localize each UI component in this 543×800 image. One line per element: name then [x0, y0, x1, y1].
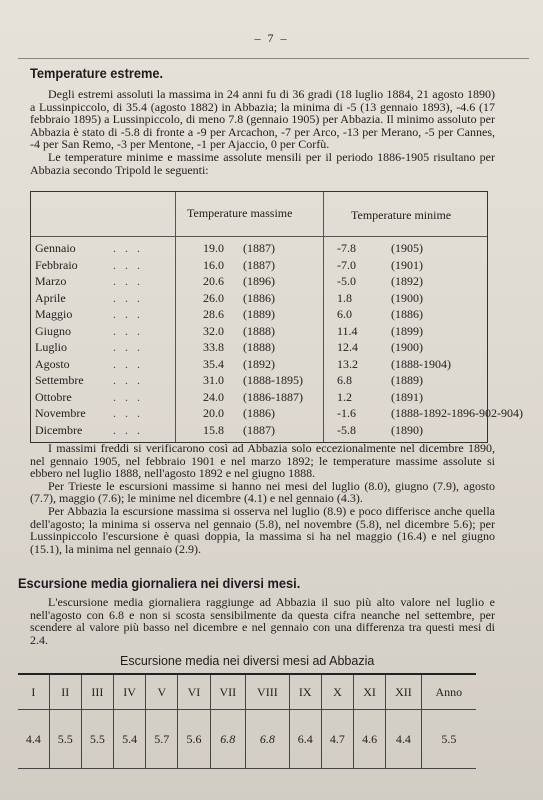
leader-dots: . . .	[113, 323, 143, 338]
max-value-cell: 15.8	[203, 422, 224, 437]
temperature-intro-text: Le temperature minime e massime assolute mensili per il periodo 1886-1905 risultano per Abbazia secondo Tripold le seguenti:	[30, 149, 495, 177]
max-value-cell: 31.0	[203, 373, 224, 387]
commentary-paragraphs	[30, 442, 495, 555]
min-value-cell: -7.0	[337, 257, 356, 272]
min-value-cell: 6.0	[337, 307, 352, 321]
excursion-value-cell: 5.4	[114, 710, 146, 769]
min-value-cell: 6.8	[337, 373, 352, 387]
month-cell: Febbraio	[35, 257, 78, 272]
table-row	[31, 373, 487, 389]
leader-dots: . . .	[113, 307, 143, 321]
leader-dots: . . .	[113, 389, 143, 404]
table-row	[31, 274, 487, 290]
excursion-value-cell: 5.5	[421, 710, 476, 769]
max-value-cell: 19.0	[203, 241, 224, 255]
month-header-cell: II	[49, 674, 81, 710]
table-row	[31, 406, 523, 422]
max-value-cell: 20.0	[203, 406, 224, 420]
table-row	[31, 423, 487, 439]
excursion-paragraph	[30, 596, 495, 646]
max-value-cell: 33.8	[203, 340, 224, 354]
month-cell: Novembre	[35, 406, 86, 420]
table-row	[31, 258, 487, 274]
excursion-value-cell: 4.4	[386, 710, 422, 769]
month-header-cell: I	[18, 674, 49, 710]
min-year-cell: (1900)	[391, 290, 423, 305]
month-header-cell: IX	[289, 674, 321, 710]
excursion-value-cell: 4.7	[321, 710, 353, 769]
max-year-cell: (1888)	[243, 340, 275, 354]
table-row	[31, 357, 487, 373]
min-year-cell: (1889)	[391, 373, 423, 387]
table-row	[31, 340, 487, 356]
month-header-cell: VIII	[246, 674, 290, 710]
excursion-value-cell: 4.6	[353, 710, 385, 769]
commentary-text: I massimi freddi si verificarono così ad Abbazia solo eccezionalmente nel dicembre 1890, nel gennaio 1905, nel febbraio 1901 e nel marzo 1892; le temperature massime assolute si ebbero nel luglio 1888, nell'agosto 1892 e nel giugno 1888.	[30, 441, 495, 481]
excursion-value-cell: 5.6	[178, 710, 210, 769]
leader-dots: . . .	[113, 356, 143, 371]
table-row	[31, 307, 487, 323]
min-value-cell: 1.8	[337, 290, 352, 305]
commentary-text: Per Abbazia la escursione massima si osserva nel luglio (8.9) e poco differisce anche quella dell'agosto; la minima si osserva nel gennaio (5.8), nel novembre (5.8), nel dicembre 5.6); per Lussinpiccolo l'escursione è quasi doppia, la massima si ha nel maggio (16.4) e nel giugno (15.1), la minima nel gennaio (2.9).	[30, 503, 495, 556]
header-max-temp: Temperature massime	[187, 206, 293, 220]
month-cell: Agosto	[35, 356, 70, 371]
leader-dots: . . .	[113, 340, 143, 354]
min-year-cell: (1901)	[391, 257, 423, 272]
min-year-cell: (1886)	[391, 307, 423, 321]
section-title-temperature: Temperature estreme.	[30, 66, 164, 81]
leader-dots: . . .	[113, 406, 143, 420]
min-year-cell: (1892)	[391, 274, 423, 288]
leader-dots: . . .	[113, 422, 143, 437]
month-cell: Marzo	[35, 274, 67, 288]
excursion-table	[18, 673, 476, 769]
excursion-value-cell: 5.5	[81, 710, 113, 769]
excursion-value-cell: 6.4	[289, 710, 321, 769]
min-value-cell: 13.2	[337, 356, 358, 371]
excursion-value-cell: 4.4	[18, 710, 49, 769]
leader-dots: . . .	[113, 290, 143, 305]
max-year-cell: (1886)	[243, 406, 275, 420]
table-row	[31, 291, 487, 307]
commentary-text: Per Trieste le escursioni massime si hanno nei mesi del luglio (8.0), giugno (7.9), agosto (7.7), maggio (7.6); le minime nel dicembre (4.1) e nel gennaio (4.3).	[30, 478, 495, 506]
header-min-temp: Temperature minime	[351, 208, 452, 222]
max-value-cell: 35.4	[203, 356, 224, 371]
excursion-value-cell: 6.8	[210, 710, 246, 769]
excursion-value-cell: 5.7	[146, 710, 178, 769]
min-year-cell: (1888-1904)	[391, 356, 451, 371]
month-cell: Giugno	[35, 323, 71, 338]
excursion-value-row	[18, 710, 476, 769]
month-cell: Maggio	[35, 307, 73, 321]
month-cell: Dicembre	[35, 422, 83, 437]
table-row	[31, 241, 487, 257]
max-year-cell: (1887)	[243, 422, 275, 437]
min-year-cell: (1899)	[391, 323, 423, 338]
leader-dots: . . .	[113, 274, 143, 288]
month-cell: Luglio	[35, 340, 67, 354]
min-year-cell: (1900)	[391, 340, 423, 354]
min-value-cell: 12.4	[337, 340, 358, 354]
month-cell: Ottobre	[35, 389, 72, 404]
month-header-cell: VI	[178, 674, 210, 710]
month-header-cell: XI	[353, 674, 385, 710]
month-cell: Aprile	[35, 290, 66, 305]
min-value-cell: -1.6	[337, 406, 356, 420]
max-year-cell: (1888-1895)	[243, 373, 303, 387]
table-row	[31, 390, 487, 406]
max-year-cell: (1886)	[243, 290, 275, 305]
leader-dots: . . .	[113, 257, 143, 272]
table-row	[31, 324, 487, 340]
min-value-cell: 1.2	[337, 389, 352, 404]
leader-dots: . . .	[113, 241, 143, 255]
month-header-cell: V	[146, 674, 178, 710]
max-value-cell: 32.0	[203, 323, 224, 338]
min-value-cell: -7.8	[337, 241, 356, 255]
max-year-cell: (1887)	[243, 257, 275, 272]
page-number: – 7 –	[254, 31, 289, 45]
max-year-cell: (1887)	[243, 241, 275, 255]
top-rule	[18, 58, 529, 59]
month-header-cell: III	[81, 674, 113, 710]
leader-dots: . . .	[113, 373, 143, 387]
month-header-cell: IV	[114, 674, 146, 710]
excursion-value-cell: 6.8	[246, 710, 290, 769]
temperature-text: Degli estremi assoluti la massima in 24 anni fu di 36 gradi (18 luglio 1884, 21 agosto 1890) a Lussinpiccolo, di 35.4 (agosto 1882) in Abbazia; la minima di -5 (13 gennaio 1893), -4.6 (17 febbraio 1895) a Lussinpiccolo, di meno 7.8 (gennaio 1905) per Abbazia. Il minimo assoluto per Abbazia è stato di -5.8 di fronte a -9 per Arcachon, -7 per Arco, -13 per Merano, -5 per Cannes, -4 per San Remo, -3 per Mentone, -1 per Ajaccio, 0 per Corfù.	[30, 87, 495, 152]
min-year-cell: (1905)	[391, 241, 423, 255]
max-year-cell: (1888)	[243, 323, 275, 338]
max-value-cell: 20.6	[203, 274, 224, 288]
month-header-cell: VII	[210, 674, 246, 710]
month-header-cell: X	[321, 674, 353, 710]
temperature-paragraph	[30, 88, 495, 176]
month-cell: Settembre	[35, 373, 84, 387]
month-cell: Gennaio	[35, 241, 76, 255]
extremes-table	[30, 191, 523, 443]
max-value-cell: 24.0	[203, 389, 224, 404]
max-value-cell: 26.0	[203, 290, 224, 305]
min-year-cell: (1891)	[391, 389, 423, 404]
max-year-cell: (1896)	[243, 274, 275, 288]
max-year-cell: (1892)	[243, 356, 275, 371]
month-header-cell: Anno	[421, 674, 476, 710]
excursion-header-row	[18, 674, 476, 710]
max-year-cell: (1889)	[243, 307, 275, 321]
excursion-value-cell: 5.5	[49, 710, 81, 769]
min-value-cell: -5.8	[337, 422, 356, 437]
excursion-table-caption: Escursione media nei diversi mesi ad Abbazia	[120, 654, 375, 668]
max-value-cell: 16.0	[203, 257, 224, 272]
min-year-cell: (1890)	[391, 422, 423, 437]
table-header-rule	[31, 236, 487, 237]
excursion-text: L'escursione media giornaliera raggiunge ad Abbazia il suo più alto valore nel luglio e nell'agosto con 6.8 e non si scosta sensibilmente da questa cifra neanche nel settembre, per scendere al valore più basso nel dicembre e nel gennaio con una differenza tra questi mesi di 2.4.	[30, 595, 495, 647]
min-value-cell: 11.4	[337, 323, 358, 338]
min-year-cell: (1888-1892-1896-902-904)	[391, 406, 523, 420]
section-title-excursion: Escursione media giornaliera nei diversi mesi.	[18, 576, 301, 591]
max-value-cell: 28.6	[203, 307, 224, 321]
min-value-cell: -5.0	[337, 274, 356, 288]
max-year-cell: (1886-1887)	[243, 389, 303, 404]
month-header-cell: XII	[386, 674, 422, 710]
